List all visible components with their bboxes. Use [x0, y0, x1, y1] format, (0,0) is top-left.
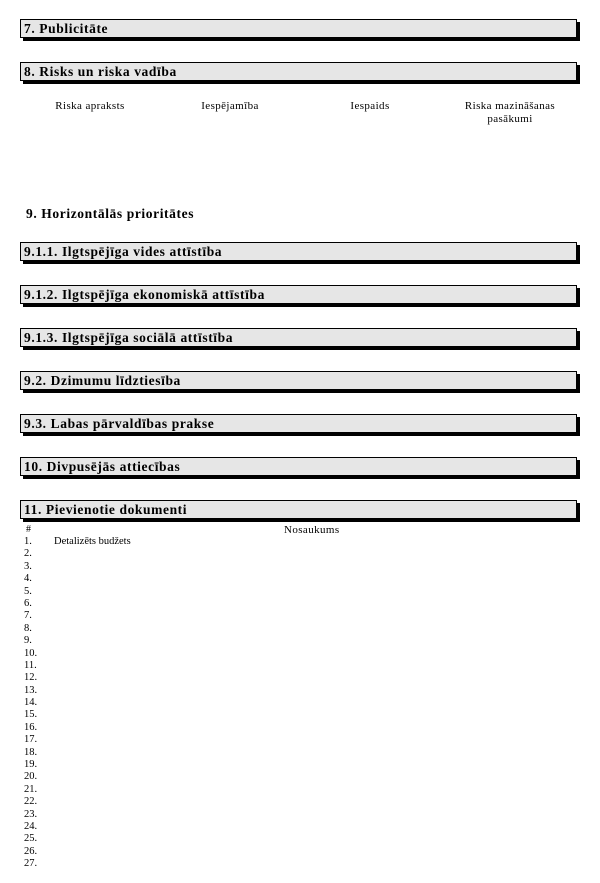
- risk-mitigation-header: Riska mazināšanas pasākumi: [464, 100, 556, 125]
- document-row: [24, 796, 131, 808]
- document-row: [24, 784, 131, 796]
- document-row: [24, 771, 131, 783]
- document-row-number: 5.: [24, 585, 32, 597]
- risk-description-header: Riska apraksts: [55, 100, 125, 112]
- documents-name-header: Nosaukums: [284, 524, 340, 536]
- document-row-number: 12.: [24, 672, 38, 684]
- document-row-number: 13.: [24, 684, 38, 696]
- document-row-number: 27.: [24, 858, 38, 870]
- document-row: [24, 858, 131, 870]
- document-row-number: 7.: [24, 610, 32, 622]
- document-row-number: 2.: [24, 548, 32, 560]
- document-row-number: 21.: [24, 783, 38, 795]
- document-row: [24, 809, 131, 821]
- document-row: [24, 548, 131, 560]
- document-row: [24, 846, 131, 858]
- document-row: [24, 747, 131, 759]
- document-row-number: 16.: [24, 721, 38, 733]
- document-row-number: 25.: [24, 833, 38, 845]
- section-7-publicity: 7. Publicitāte: [20, 19, 577, 38]
- document-row-number: 26.: [24, 845, 38, 857]
- document-row-number: 3.: [24, 560, 32, 572]
- document-row: [24, 833, 131, 845]
- document-row-number: 9.: [24, 635, 32, 647]
- document-row-number: 22.: [24, 796, 38, 808]
- document-row: [24, 648, 131, 660]
- section-9-3-good-governance: 9.3. Labas pārvaldības prakse: [20, 414, 577, 433]
- document-row-number: 8.: [24, 622, 32, 634]
- document-row: [24, 722, 131, 734]
- section-9-1-2-economic: 9.1.2. Ilgtspējīga ekonomiskā attīstība: [20, 285, 577, 304]
- risk-impact-header: Iespaids: [350, 100, 390, 112]
- risk-probability-header: Iespējamība: [201, 100, 259, 112]
- section-9-2-gender-equality: 9.2. Dzimumu līdztiesība: [20, 371, 577, 390]
- document-row: [24, 672, 131, 684]
- document-row: [24, 697, 131, 709]
- document-row-number: 14.: [24, 697, 38, 709]
- document-row: [24, 598, 131, 610]
- section-10-bilateral-relations: 10. Divpusējās attiecības: [20, 457, 577, 476]
- section-11-attached-documents: 11. Pievienotie dokumenti: [20, 500, 577, 519]
- document-row: [24, 623, 131, 635]
- document-row-name: Detalizēts budžets: [54, 536, 131, 547]
- document-row: [24, 610, 131, 622]
- document-row: [24, 536, 131, 548]
- document-row-number: 15.: [24, 709, 38, 721]
- document-row-number: 23.: [24, 808, 38, 820]
- documents-list: [24, 536, 131, 871]
- document-row-number: 20.: [24, 771, 38, 783]
- document-row: [24, 759, 131, 771]
- document-row: [24, 821, 131, 833]
- document-row: [24, 635, 131, 647]
- document-row: [24, 734, 131, 746]
- document-row: [24, 709, 131, 721]
- documents-number-header: #: [26, 524, 31, 535]
- section-9-horizontal-priorities: 9. Horizontālās prioritātes: [26, 206, 195, 221]
- section-9-1-3-social: 9.1.3. Ilgtspējīga sociālā attīstība: [20, 328, 577, 347]
- document-row-number: 1.: [24, 536, 32, 547]
- document-row: [24, 573, 131, 585]
- document-row-number: 18.: [24, 746, 38, 758]
- document-row-number: 19.: [24, 759, 38, 771]
- document-row-number: 17.: [24, 734, 38, 746]
- document-row-number: 10.: [24, 647, 38, 659]
- document-row-number: 24.: [24, 820, 38, 832]
- document-row-number: 4.: [24, 573, 32, 585]
- section-8-risk-management: 8. Risks un riska vadība: [20, 62, 577, 81]
- section-9-1-1-environment: 9.1.1. Ilgtspējīga vides attīstība: [20, 242, 577, 261]
- document-row-number: 6.: [24, 597, 32, 609]
- document-row-number: 11.: [24, 659, 37, 671]
- document-row: [24, 685, 131, 697]
- document-row: [24, 660, 131, 672]
- document-row: [24, 586, 131, 598]
- document-row: [24, 561, 131, 573]
